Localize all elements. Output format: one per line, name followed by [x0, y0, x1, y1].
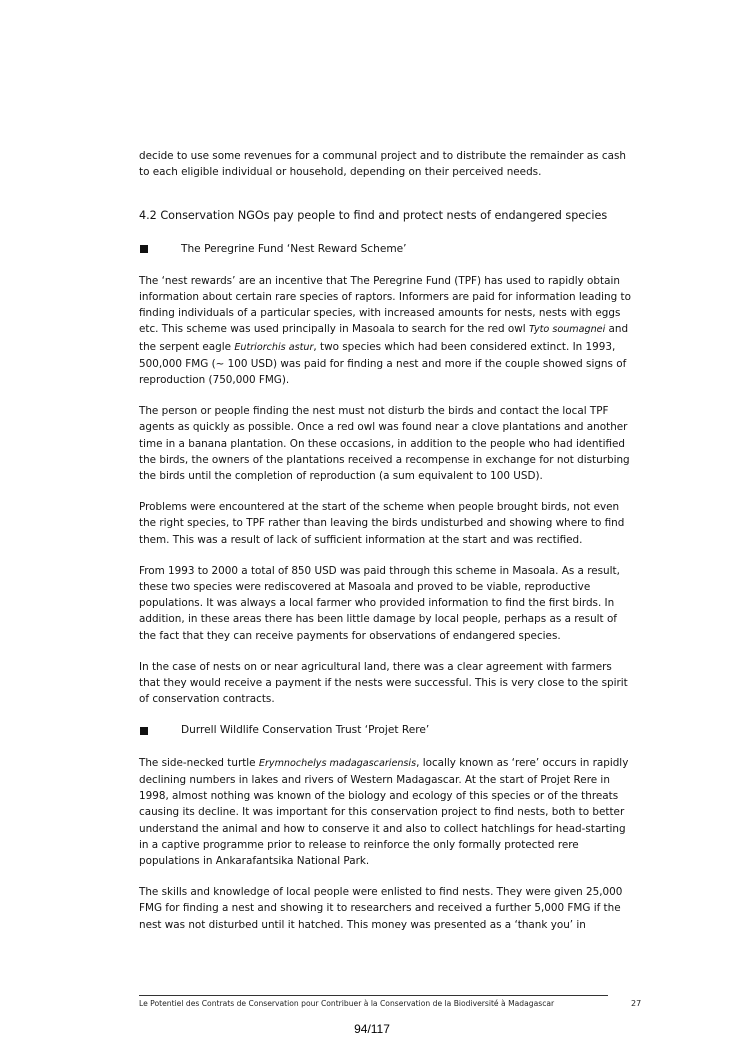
intro-paragraph: decide to use some revenues for a communal project and to distribute the remainder as cash to each eligible individual or household, depending on their perceived needs. — [139, 150, 626, 179]
page-content — [139, 148, 631, 948]
peregrine-paragraph-2: The person or people finding the nest must not disturb the birds and contact the local TPF agents as quickly as possible. Once a red owl was found near a clove plantations and another time in a banana plantation. On these occasions, in addition to the people who had identified the birds, the owners of the plantations received a recompense in exchange for not disturbing the birds until the completion of reproduction (a sum equivalent to 100 USD). — [139, 405, 630, 483]
peregrine-paragraph-3: Problems were encountered at the start of the scheme when people brought birds, not even the right species, to TPF rather than leaving the birds undisturbed and showing where to find them. This was a result of lack of sufficient information at the start and was rectified. — [139, 501, 625, 546]
durrell-p1-part-a: The side-necked turtle — [139, 756, 259, 769]
peregrine-p1-part-c: , two species which had been considered extinct. In 1993, 500,000 FMG (~ 100 USD) was paid for finding a nest and more if the couple showed signs of reproduction (750,000 FMG). — [139, 340, 627, 387]
species-name-eutriorchis: Eutriorchis astur — [234, 341, 314, 353]
durrell-heading — [139, 722, 631, 738]
peregrine-paragraph-5: In the case of nests on or near agricultural land, there was a clear agreement with farmers that they would receive a payment if the nests were successful. This is very close to the spirit of conservation contracts. — [139, 660, 628, 706]
durrell-heading-text: Durrell Wildlife Conservation Trust ‘Projet Rere’ — [181, 724, 430, 737]
section-heading: 4.2 Conservation NGOs pay people to find and protect nests of endangered species — [139, 209, 608, 223]
bullet-square-icon — [140, 245, 148, 253]
bullet-square-icon — [140, 727, 148, 735]
peregrine-paragraph-4: From 1993 to 2000 a total of 850 USD was paid through this scheme in Masoala. As a result, these two species were rediscovered at Masoala and proved to be viable, reproductive populations. It was always a local farmer who provided information to find the first birds. In addition, in these areas there has been little damage by local people, perhaps as a result of the fact that they can receive payments for observations of endangered species. — [139, 564, 620, 642]
viewer-page-counter: 94/117 — [354, 1022, 390, 1036]
peregrine-heading — [139, 241, 631, 257]
durrell-p1-part-b: , locally known as ‘rere’ occurs in rapidly declining numbers in lakes and rivers of Western Madagascar. At the start of Projet Rere in 1998, almost nothing was known of the biology and ecology of this species or of the threats causing its decline. It was important for this conservation project to find nests, both to better understand the animal and how to conserve it and also to collect hatchlings for head-starting in a captive programme prior to release to reinforce the only formally protected rere populations in Ankarafantsika National Park. — [139, 756, 629, 867]
peregrine-p1-part-a: The ‘nest rewards’ are an incentive that The Peregrine Fund (TPF) has used to rapidly obtain information about certain rare species of raptors. Informers are paid for information leading to finding individuals of a particular species, with increased amounts for nests, nests with eggs etc. This scheme was used principally in Masoala to search for the red owl — [139, 274, 631, 336]
footer-divider — [139, 995, 608, 996]
species-name-tyto: Tyto soumagnei — [528, 324, 606, 336]
durrell-paragraph-1 — [139, 755, 631, 869]
peregrine-heading-text: The Peregrine Fund ‘Nest Reward Scheme’ — [181, 242, 407, 255]
peregrine-paragraph-1 — [139, 273, 631, 388]
page-number: 27 — [631, 999, 642, 1008]
durrell-paragraph-2: The skills and knowledge of local people were enlisted to find nests. They were given 25,000 FMG for finding a nest and showing it to researchers and received a further 5,000 FMG if the nest was not disturbed until it hatched. This money was presented as a ‘thank you’ in — [139, 886, 623, 931]
footer-title: Le Potentiel des Contrats de Conservation pour Contribuer à la Conservation de la Biodiversité à Madagascar — [139, 999, 555, 1008]
peregrine-p1-part-b: and the serpent eagle — [139, 323, 629, 353]
species-name-erymnochelys: Erymnochelys madagascariensis — [258, 757, 417, 769]
